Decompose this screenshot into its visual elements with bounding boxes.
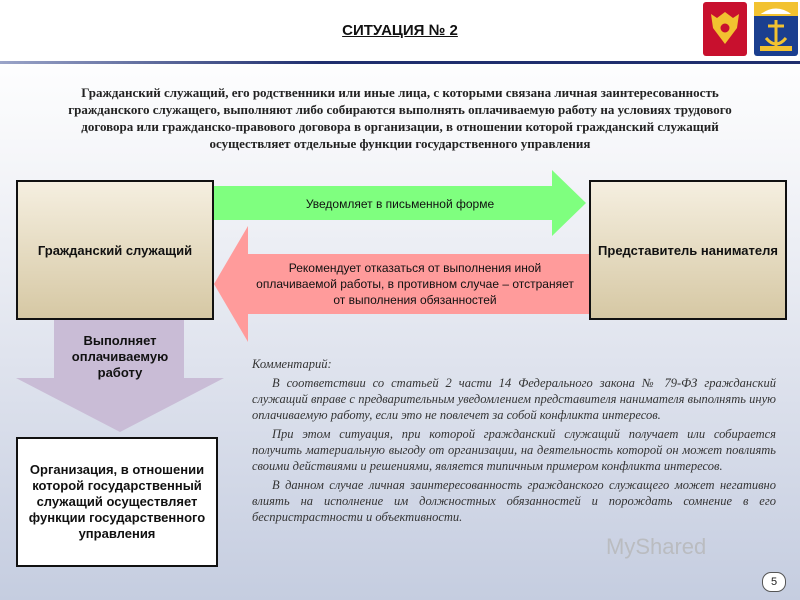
- comment-paragraph-2: При этом ситуация, при которой гражданский служащий получает или собирается получить материальную выгоду от организации, на деятельность которой он может повлиять своими действиями и решениями, является типичным примером конфликта интересов.: [252, 427, 776, 473]
- civil-servant-box: [16, 180, 214, 320]
- employer-representative-label: Представитель нанимателя: [598, 242, 778, 258]
- civil-servant-label: Гражданский служащий: [37, 242, 193, 258]
- watermark: MyShared: [606, 534, 707, 559]
- organization-label: Организация, в отношении которой государственный служащий осуществляет функции государственного управления: [28, 462, 206, 541]
- page-number: 5: [762, 572, 786, 592]
- works-label: Выполняет оплачиваемую работу: [71, 333, 169, 380]
- comment-paragraph-1: В соответствии со статьей 2 части 14 Федерального закона № 79-ФЗ гражданский служащий вправе с предварительным уведомлением представителя нанимателя выполнять иную оплачиваемую работу, если это не повлечет за собой конфликта интересов.: [252, 376, 776, 422]
- comment-heading: Комментарий:: [252, 357, 332, 371]
- situation-description: Гражданский служащий, его родственники или иные лица, с которыми связана личная заинтересованность гражданского служащего, выполняют либо собираются выполнять оплачиваемую работу на условиях трудового договора или гражданско-правового договора в организации, в отношении которой гражданский служащий осуществляет отдельные функции государственного управления: [68, 85, 732, 151]
- recommend-label: Рекомендует отказаться от выполнения иной оплачиваемой работы, в противном случае – отстраняет от выполнения обязанностей: [256, 261, 574, 307]
- notify-label: Уведомляет в письменной форме: [305, 197, 495, 211]
- comment-paragraph-3: В данном случае личная заинтересованность гражданского служащего может негативно влиять на исполнение им должностных обязанностей и порождать сомнение в его беспристрастности и объективности.: [252, 478, 776, 524]
- organization-box: [16, 437, 218, 567]
- employer-representative-box: [589, 180, 787, 320]
- comment-block: [252, 356, 776, 528]
- slide-title: СИТУАЦИЯ № 2: [342, 22, 458, 39]
